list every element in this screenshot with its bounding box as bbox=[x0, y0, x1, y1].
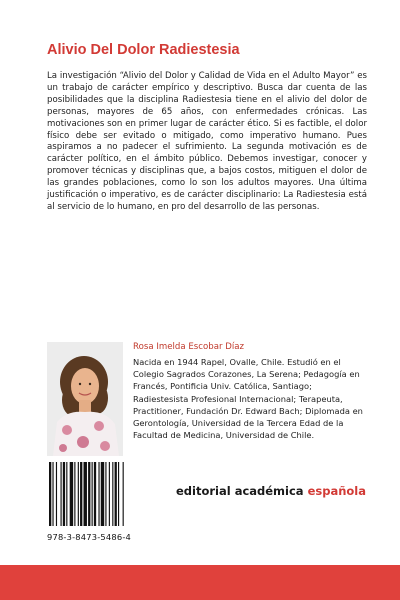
barcode-bar bbox=[92, 462, 93, 526]
author-photo bbox=[47, 342, 123, 456]
publisher-name bbox=[176, 484, 376, 498]
barcode-bar bbox=[101, 462, 104, 526]
isbn-number: 978-3-8473-5486-4 bbox=[47, 532, 131, 542]
publisher-name-part1: editorial académica bbox=[176, 484, 308, 498]
barcode-bar bbox=[52, 462, 53, 526]
publisher-name-part2: española bbox=[307, 484, 367, 498]
barcode-bar bbox=[105, 462, 106, 526]
barcode-bar bbox=[123, 462, 124, 526]
book-title: Alivio Del Dolor Radiestesia bbox=[47, 42, 240, 58]
barcode-bar bbox=[112, 462, 113, 526]
book-abstract: La investigación “Alivio del Dolor y Calidad de Vida en el Adulto Mayor” es un trabajo de carácter empírico y descriptivo. Busca dar cuenta de las posibilidades que la disciplina Radiestesia tiene en el alivio del dolor de personas, mayores de 65 años, con enfermedades crónicas. Las motivaciones son en primer lugar de carácter ético. Si es factible, el dolor físico debe ser evitado o mitigado, como imperativo humano. Pues aspiramos a no padecer el sufrimiento. La segunda motivación es de carácter político, en el ámbito público. Debemos investigar, conocer y promover técnicas y disciplinas que, a bajos costos, mitiguen el dolor de las grandes poblaciones, como lo son los adultos mayores. Una última justificación o imperativo, es de carácter disciplinario: La Radiestesia está al servicio de lo humano, en pro del desarrollo de las personas. bbox=[47, 71, 367, 212]
barcode-bar bbox=[66, 462, 67, 526]
barcode-bar bbox=[94, 462, 96, 526]
barcode-bar bbox=[109, 462, 110, 526]
barcode-bar bbox=[56, 462, 57, 526]
barcode bbox=[47, 462, 155, 542]
author-bio: Nacida en 1944 Rapel, Ovalle, Chile. Estudió en el Colegio Sagrados Corazones, La Serena; Pedagogía en Francés, Pontificia Univ. Católica, Santiago; Radiestesista Profesional Internacional; Terapeuta, Practitioner, Fundación Dr. Edward Bach; Diplomada en Gerontología, Universidad de la Tercera Edad de la Facultad de Medicina, Universidad de Chile. bbox=[133, 357, 363, 441]
barcode-bar bbox=[61, 462, 62, 526]
barcode-bar bbox=[84, 462, 87, 526]
author-name: Rosa Imelda Escobar Díaz bbox=[133, 342, 245, 352]
barcode-bar bbox=[98, 462, 99, 526]
barcode-bar bbox=[88, 462, 90, 526]
barcode-bar bbox=[63, 462, 65, 526]
barcode-bar bbox=[70, 462, 73, 526]
barcode-bar bbox=[118, 462, 119, 526]
bottom-color-band bbox=[0, 565, 400, 600]
barcode-bar bbox=[49, 462, 51, 526]
barcode-bar bbox=[80, 462, 82, 526]
barcode-bar bbox=[78, 462, 79, 526]
barcode-bar bbox=[74, 462, 75, 526]
barcode-bar bbox=[115, 462, 117, 526]
